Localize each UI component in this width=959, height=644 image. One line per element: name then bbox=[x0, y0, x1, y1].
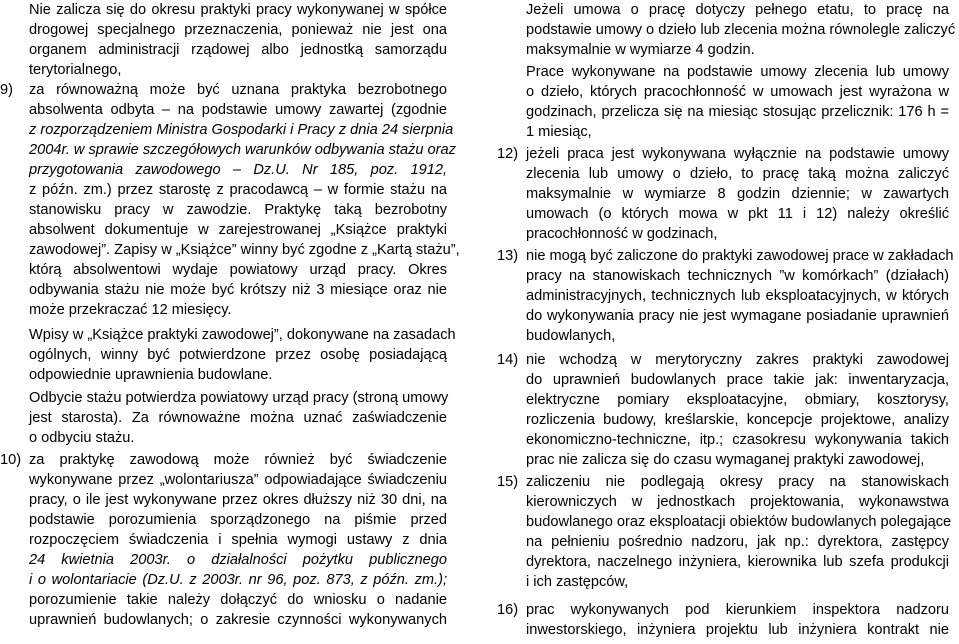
text-line: zawodowej”. Zapisy w „Książce” winny być zgodne z „Kartą stażu”, bbox=[29, 242, 460, 258]
text-line: i ich zastępców, bbox=[526, 574, 629, 590]
text-line: budowlanych, bbox=[526, 328, 616, 344]
text-line: inwestorskiego, inżyniera projektu lub inżyniera kontrakt nie bbox=[526, 622, 949, 638]
text-line: dyrektora, naczelnego inżyniera, kierownika lub szefa produkcji bbox=[526, 554, 949, 570]
text-line: przygotowania zawodowego – Dz.U. Nr 185, poz. 1912, bbox=[29, 162, 447, 178]
text-line: maksymalnie w wymiarze 8 godzin dziennie; w zawartych bbox=[526, 186, 949, 202]
item-number: 12) bbox=[497, 146, 519, 162]
text-line: stanowisku pracy w zawodzie. Praktykę taką bezrobotny bbox=[29, 202, 447, 218]
text-line: ekonomiczno-techniczne, itp.; czasokresu wykonywania takich bbox=[526, 432, 949, 448]
text-line: umowach (o których mowa w pkt 11 i 12) należy określić bbox=[526, 206, 949, 222]
text-line: absolwent dokumentuje w zarejestrowanej „Książce praktyki bbox=[29, 222, 447, 238]
text-line: podstawie porozumienia sporządzonego na piśmie przed bbox=[29, 512, 447, 528]
text-line: za równoważną może być uznana praktyka bezrobotnego bbox=[29, 82, 447, 98]
item-number: 16) bbox=[497, 602, 519, 618]
text-line: Prace wykonywane na podstawie umowy zlecenia lub umowy bbox=[526, 64, 949, 80]
text-line: na pełnieniu pośrednio nadzoru, jak np.: dyrektora, zastępcy bbox=[526, 534, 949, 550]
text-line: budowlanego oraz eksploatacji obiektów budowlanych polegające bbox=[526, 514, 952, 530]
text-line: Nie zalicza się do okresu praktyki pracy wykonywanej w spółce bbox=[29, 2, 447, 18]
text-line: uprawnień budowlanych; o zakresie czynności wykonywanych bbox=[29, 612, 447, 628]
text-line: pracy, o ile jest wykonywane przez okres dłuższy niż 30 dni, na bbox=[29, 492, 447, 508]
item-number: 13) bbox=[497, 248, 519, 264]
text-line: zlecenia lub umowy o dzieło, to pracę taką można zaliczyć bbox=[526, 166, 949, 182]
text-line: o dzieło, których pracochłonność w umowach jest wyrażona w bbox=[526, 84, 949, 100]
text-line: Jeżeli umowa o pracę dotyczy pełnego etatu, to pracę na bbox=[526, 2, 949, 18]
text-line: drogowej specjalnego przeznaczenia, ponieważ nie jest ona bbox=[29, 22, 447, 38]
text-line: Odbycie stażu potwierdza powiatowy urząd pracy (stroną umowy bbox=[29, 390, 449, 406]
text-line: prac nie zalicza się do czasu wymaganej praktyki zawodowej, bbox=[526, 452, 925, 468]
text-line: zaliczeniu nie podlegają okresy pracy na stanowiskach bbox=[526, 474, 949, 490]
text-line: jest starosta). Za równoważne można uznać zaświadczenie bbox=[29, 410, 447, 426]
text-line: organem administracji rządowej albo jednostką samorządu bbox=[29, 42, 447, 58]
text-line: podstawie umowy o dzieło lub zlecenia można równolegle zaliczyć bbox=[526, 22, 956, 38]
item-number: 10) bbox=[0, 452, 22, 468]
text-line: 2004r. w sprawie szczegółowych warunków odbywania stażu oraz bbox=[29, 142, 456, 158]
text-line: za praktykę zawodową może również być świadczenie bbox=[29, 452, 447, 468]
item-number: 15) bbox=[497, 474, 519, 490]
text-line: wykonywane przez „wolontariusza” odpowiadające świadczeniu bbox=[29, 472, 447, 488]
text-line: odpowiednie uprawnienia budowlane. bbox=[29, 367, 273, 383]
text-line: ogólnych, winny być potwierdzone przez osobę posiadającą bbox=[29, 347, 447, 363]
text-line: rozpoczęciem świadczenia i spełnia wymogi ustawy z dnia bbox=[29, 532, 447, 548]
text-line: nie mogą być zaliczone do praktyki zawodowej prace w zakładach bbox=[526, 248, 954, 264]
text-line: absolwenta odbyta – na podstawie umowy zawartej (zgodnie bbox=[29, 102, 447, 118]
item-number: 9) bbox=[0, 82, 13, 98]
text-line: może przekraczać 12 miesięcy. bbox=[29, 302, 232, 318]
text-line: 24 kwietnia 2003r. o działalności pożytku publicznego bbox=[29, 552, 447, 568]
text-line: odbywania stażu nie może być krótszy niż 3 miesiące oraz nie bbox=[29, 282, 447, 298]
text-line: godzinach, przelicza się na miesiąc stosując przelicznik: 176 h = bbox=[526, 104, 949, 120]
text-line: jeżeli praca jest wykonywana wyłącznie na podstawie umowy bbox=[526, 146, 949, 162]
text-line: prac wykonywanych pod kierunkiem inspektora nadzoru bbox=[526, 602, 949, 618]
text-line: terytorialnego, bbox=[29, 62, 122, 78]
text-line: do wykonywania pracy nie jest wymagane posiadanie uprawnień bbox=[526, 308, 949, 324]
text-line: którą absolwentowi wydaje powiatowy urząd pracy. Okres bbox=[29, 262, 447, 278]
text-line: Wpisy w „Książce praktyki zawodowej”, dokonywane na zasadach bbox=[29, 327, 456, 343]
item-number: 14) bbox=[497, 352, 519, 368]
text-line: pracy na stanowiskach technicznych ”w komórkach” (działach) bbox=[526, 268, 949, 284]
text-line: o odbyciu stażu. bbox=[29, 430, 135, 446]
text-line: porozumienie takie należy dołączyć do wniosku o nadanie bbox=[29, 592, 447, 608]
text-line: pracochłonność w godzinach, bbox=[526, 226, 718, 242]
text-line: maksymalnie w wymiarze 4 godzin. bbox=[526, 42, 755, 58]
text-line: nie wchodzą w merytoryczny zakres praktyki zawodowej bbox=[526, 352, 949, 368]
text-line: z późn. zm.) przez starostę z pracodawcą – w formie stażu na bbox=[29, 182, 447, 198]
text-line: i o wolontariacie (Dz.U. z 2003r. nr 96, poz. 873, z późn. zm.); bbox=[29, 572, 447, 588]
text-line: administracyjnych, technicznych lub eksploatacyjnych, w których bbox=[526, 288, 949, 304]
text-line: 1 miesiąc, bbox=[526, 124, 592, 140]
text-line: rozliczenia budowy, kreślarskie, koncepcje projektowe, analizy bbox=[526, 412, 949, 428]
text-line: elektryczne pomiary eksploatacyjne, obmiary, kosztorysy, bbox=[526, 392, 949, 408]
text-line: do uprawnień budowlanych prace takie jak: inwentaryzacja, bbox=[526, 372, 949, 388]
text-line: kierowniczych w jednostkach projektowania, wykonawstwa bbox=[526, 494, 949, 510]
text-line: z rozporządzeniem Ministra Gospodarki i Pracy z dnia 24 sierpnia bbox=[29, 122, 454, 138]
